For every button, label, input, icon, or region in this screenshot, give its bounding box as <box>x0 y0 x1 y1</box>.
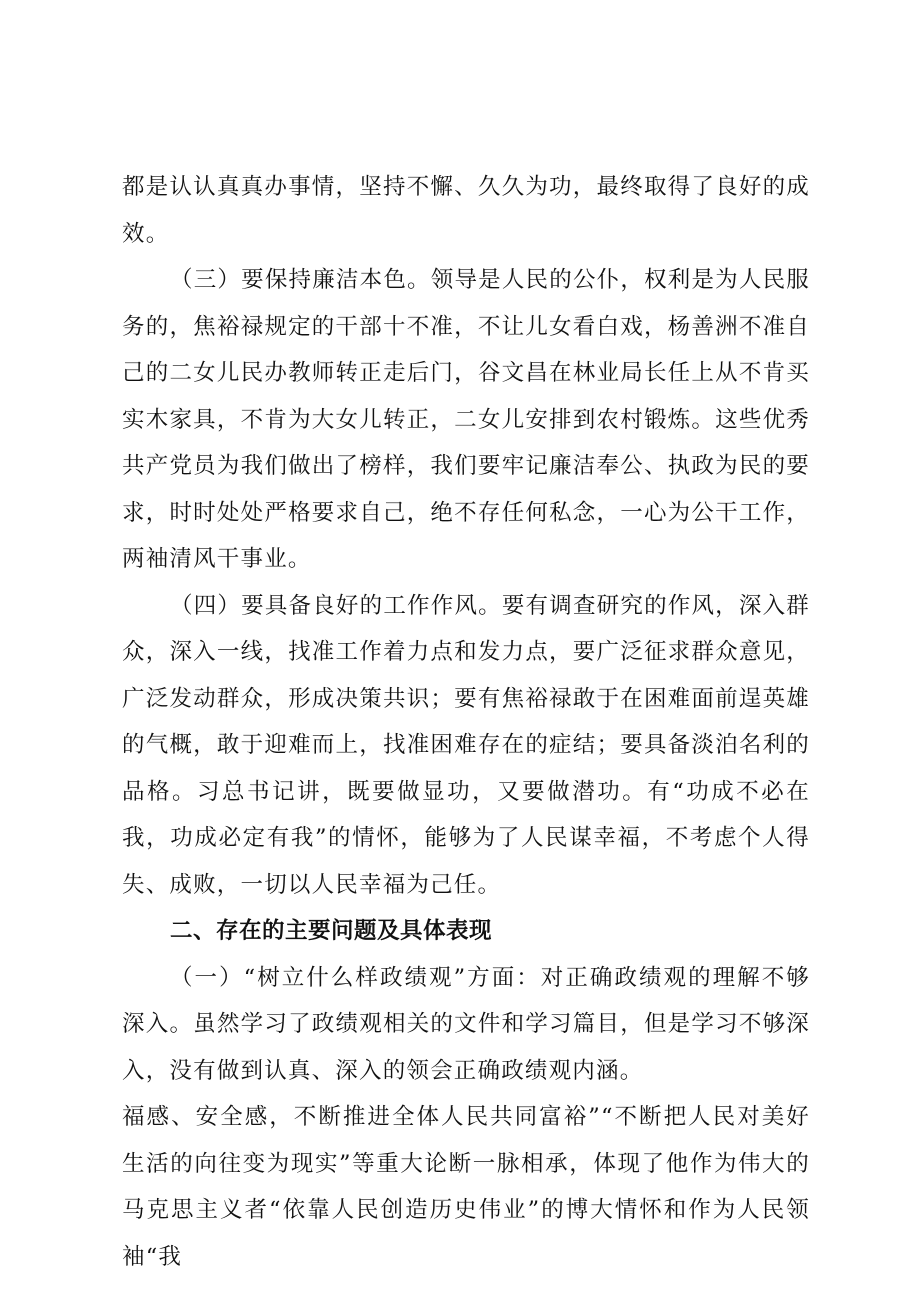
document-body <box>122 164 810 1280</box>
paragraph-problem-1: （一）“树立什么样政绩观”方面：对正确政绩观的理解不够深入。虽然学习了政绩观相关的文件和学习篇目，但是学习不够深入，没有做到认真、深入的领会正确政绩观内涵。 <box>122 964 810 1084</box>
paragraph-continuation: 都是认认真真办事情，坚持不懈、久久为功，最终取得了良好的成效。 <box>122 174 810 247</box>
paragraph-work-style: （四）要具备良好的工作作风。要有调查研究的作风，深入群众，深入一线，找准工作着力点和发力点，要广泛征求群众意见，广泛发动群众，形成决策共识；要有焦裕禄敢于在困难面前逞英雄的气概，敢于迎难而上，找准困难存在的症结；要具备淡泊名利的品格。习总书记讲，既要做显功，又要做潜功。有“功成不必在我，功成必定有我”的情怀，能够为了人民谋幸福，不考虑个人得失、成败，一切以人民幸福为己任。 <box>122 592 810 898</box>
section-heading: 二、存在的主要问题及具体表现 <box>170 918 493 944</box>
paragraph-fragment: 福感、安全感，不断推进全体人民共同富裕”“不断把人民对美好生活的向往变为现实”等重大论断一脉相承，体现了他作为伟大的马克思主义者“依靠人民创造历史伟业”的博大情怀和作为人民领袖“我 <box>122 1104 810 1270</box>
paragraph-integrity: （三）要保持廉洁本色。领导是人民的公仆，权利是为人民服务的，焦裕禄规定的干部十不准，不让儿女看白戏，杨善洲不准自己的二女儿民办教师转正走后门，谷文昌在林业局长任上从不肯买实木家具，不肯为大女儿转正，二女儿安排到农村锻炼。这些优秀共产党员为我们做出了榜样，我们要牢记廉洁奉公、执政为民的要求，时时处处严格要求自己，绝不存任何私念，一心为公干工作，两袖清风干事业。 <box>122 267 810 572</box>
